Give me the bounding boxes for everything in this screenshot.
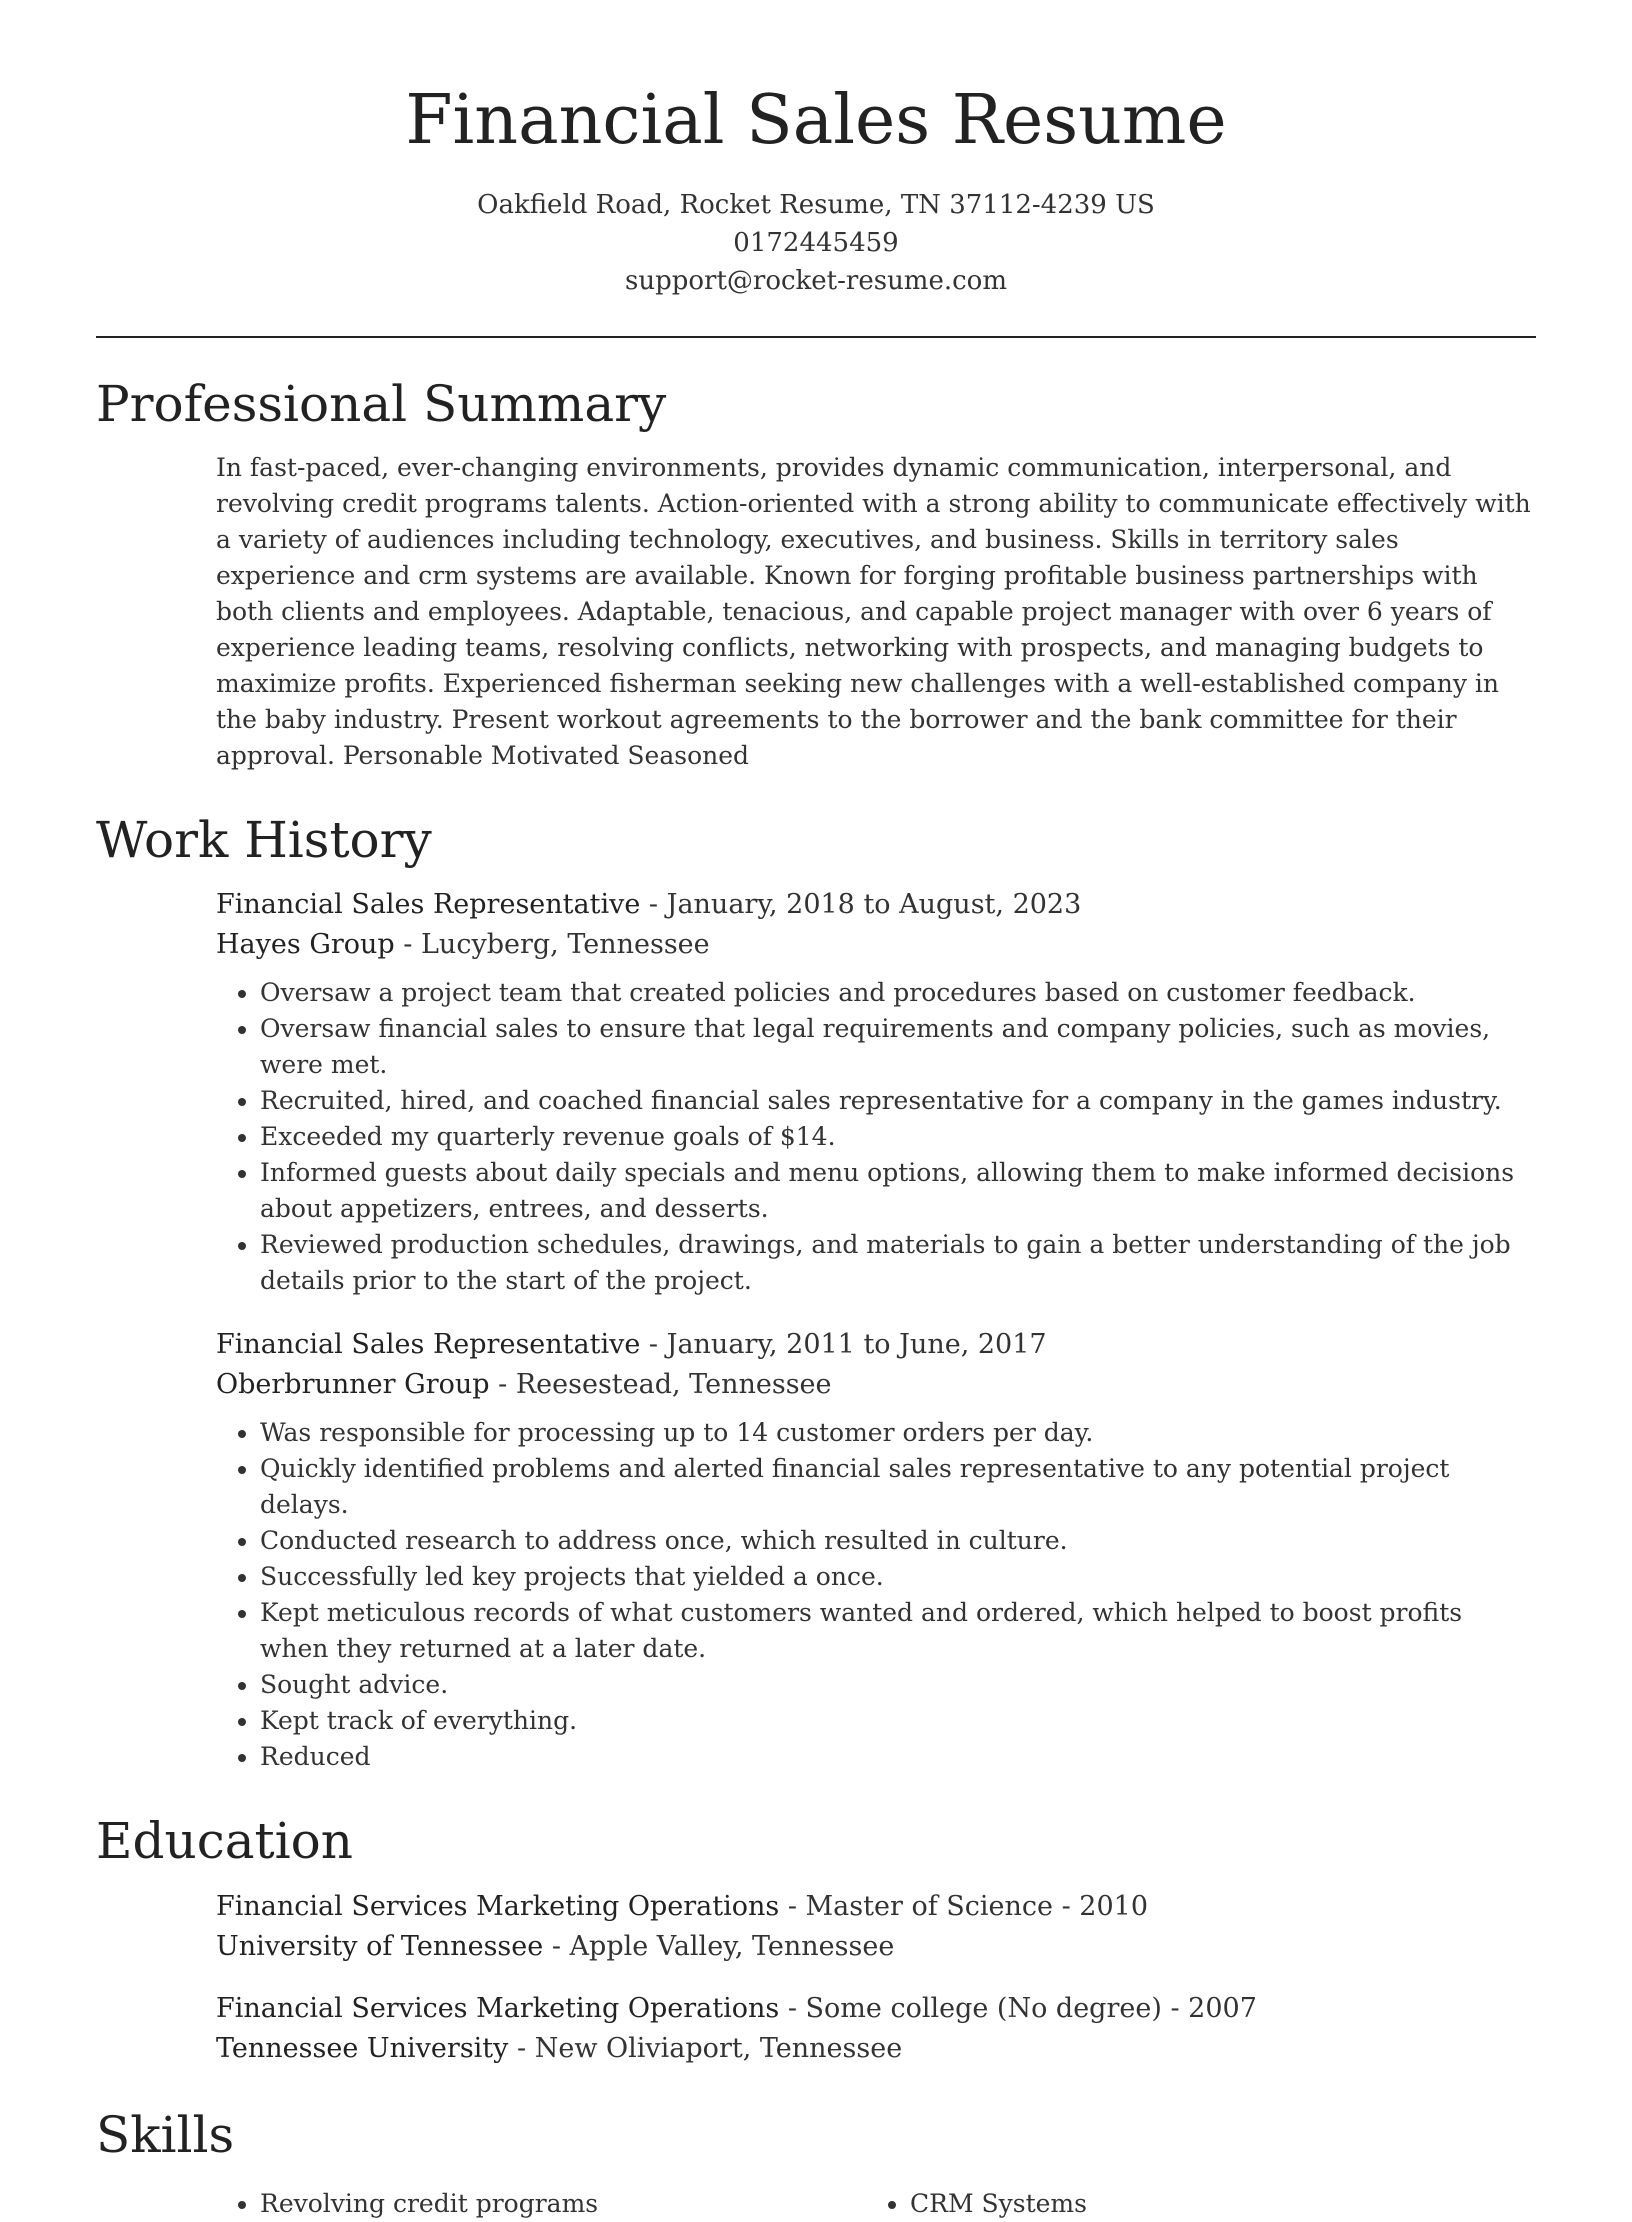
resume-title: Financial Sales Resume bbox=[405, 81, 1227, 160]
education-field: Financial Services Marketing Operations bbox=[216, 1890, 780, 1922]
email: support@rocket-resume.com bbox=[624, 266, 1007, 297]
job-location: - Reesestead, Tennessee bbox=[489, 1369, 832, 1401]
list-item: • Successfully led key projects that yielded a once. bbox=[260, 1559, 1536, 1595]
education-section bbox=[96, 1887, 1536, 2069]
job-title-line bbox=[216, 1325, 1536, 1365]
list-item: • Recruited, hired, and coached financial sales representative for a company in the games industry. bbox=[260, 1083, 1536, 1119]
education-location: - Apple Valley, Tennessee bbox=[543, 1930, 895, 1962]
education-degree-line bbox=[216, 1887, 1536, 1927]
education-entry bbox=[216, 1989, 1536, 2069]
list-item: • Informed guests about daily specials and menu options, allowing them to make informed decisions about appetizers, entrees, and desserts. bbox=[260, 1155, 1536, 1227]
list-item: • Reduced bbox=[260, 1739, 1536, 1775]
job-title-line bbox=[216, 885, 1536, 925]
work-history-heading: Work History bbox=[96, 810, 432, 869]
skill-item: • Revolving credit programs bbox=[260, 2186, 866, 2222]
summary-heading: Professional Summary bbox=[96, 375, 667, 434]
list-item: • Reviewed production schedules, drawings, and materials to gain a better understanding of the job details prior to the start of the project. bbox=[260, 1227, 1536, 1299]
skills-list-right bbox=[866, 2186, 1516, 2222]
phone: 0172445459 bbox=[733, 228, 899, 259]
job-company-line bbox=[216, 925, 1536, 965]
job-role: Financial Sales Representative bbox=[216, 1329, 641, 1361]
education-field: Financial Services Marketing Operations bbox=[216, 1992, 780, 2024]
education-entry bbox=[216, 1887, 1536, 1967]
skills-list-left bbox=[216, 2186, 866, 2222]
education-degree: - Some college (No degree) bbox=[779, 1992, 1162, 2024]
list-item: • Sought advice. bbox=[260, 1667, 1536, 1703]
education-degree-line bbox=[216, 1989, 1536, 2029]
list-item: • Quickly identified problems and alerted financial sales representative to any potential project delays. bbox=[260, 1451, 1536, 1523]
education-school: Tennessee University bbox=[216, 2032, 509, 2064]
job-dates: - January, 2011 to June, 2017 bbox=[640, 1329, 1047, 1361]
education-school: University of Tennessee bbox=[216, 1930, 544, 1962]
education-school-line bbox=[216, 2029, 1536, 2069]
skills-column-right bbox=[866, 2180, 1516, 2222]
work-history-section bbox=[96, 885, 1536, 1775]
list-item: • Was responsible for processing up to 14 customer orders per day. bbox=[260, 1415, 1536, 1451]
education-degree: - Master of Science bbox=[779, 1890, 1054, 1922]
list-item: • Kept track of everything. bbox=[260, 1703, 1536, 1739]
job-company: Hayes Group bbox=[216, 929, 395, 961]
resume-header bbox=[96, 0, 1536, 300]
job-entry bbox=[216, 885, 1536, 1299]
summary-section bbox=[96, 450, 1536, 774]
summary-text: In fast-paced, ever-changing environments, provides dynamic communication, interpersonal, and revolving credit programs talents. Action-oriented with a strong ability to communicate effectively with a variety of audiences including technology, executives, and business. Skills in territory sales experience and crm systems are available. Known for forging profitable business partnerships with both clients and employees. Adaptable, tenacious, and capable project manager with over 6 years of experience leading teams, resolving conflicts, networking with prospects, and managing budgets to maximize profits. Experienced fisherman seeking new challenges with a well-established company in the baby industry. Present workout agreements to the borrower and the bank committee for their approval. Personable Motivated Seasoned bbox=[216, 452, 1531, 770]
job-bullets bbox=[216, 1415, 1536, 1775]
job-location: - Lucyberg, Tennessee bbox=[394, 929, 710, 961]
skills-section bbox=[96, 2180, 1536, 2222]
job-dates: - January, 2018 to August, 2023 bbox=[640, 889, 1082, 921]
list-item: • Exceeded my quarterly revenue goals of $14. bbox=[260, 1119, 1536, 1155]
job-entry bbox=[216, 1325, 1536, 1775]
list-item: • Oversaw financial sales to ensure that legal requirements and company policies, such as movies, were met. bbox=[260, 1011, 1536, 1083]
skills-heading: Skills bbox=[96, 2105, 235, 2164]
job-bullets bbox=[216, 975, 1536, 1299]
education-location: - New Oliviaport, Tennessee bbox=[508, 2032, 903, 2064]
skill-item: • CRM Systems bbox=[910, 2186, 1516, 2222]
job-company: Oberbrunner Group bbox=[216, 1369, 490, 1401]
list-item: • Conducted research to address once, which resulted in culture. bbox=[260, 1523, 1536, 1559]
education-year: - 2007 bbox=[1161, 1992, 1257, 2024]
job-company-line bbox=[216, 1365, 1536, 1405]
header-divider bbox=[96, 336, 1536, 338]
education-heading: Education bbox=[96, 1812, 353, 1871]
education-school-line bbox=[216, 1927, 1536, 1967]
list-item: • Kept meticulous records of what customers wanted and ordered, which helped to boost profits when they returned at a later date. bbox=[260, 1595, 1536, 1667]
job-role: Financial Sales Representative bbox=[216, 889, 641, 921]
education-year: - 2010 bbox=[1053, 1890, 1149, 1922]
skills-column-left bbox=[216, 2180, 866, 2222]
address: Oakfield Road, Rocket Resume, TN 37112-4239 US bbox=[477, 190, 1155, 221]
list-item: • Oversaw a project team that created policies and procedures based on customer feedback. bbox=[260, 975, 1536, 1011]
